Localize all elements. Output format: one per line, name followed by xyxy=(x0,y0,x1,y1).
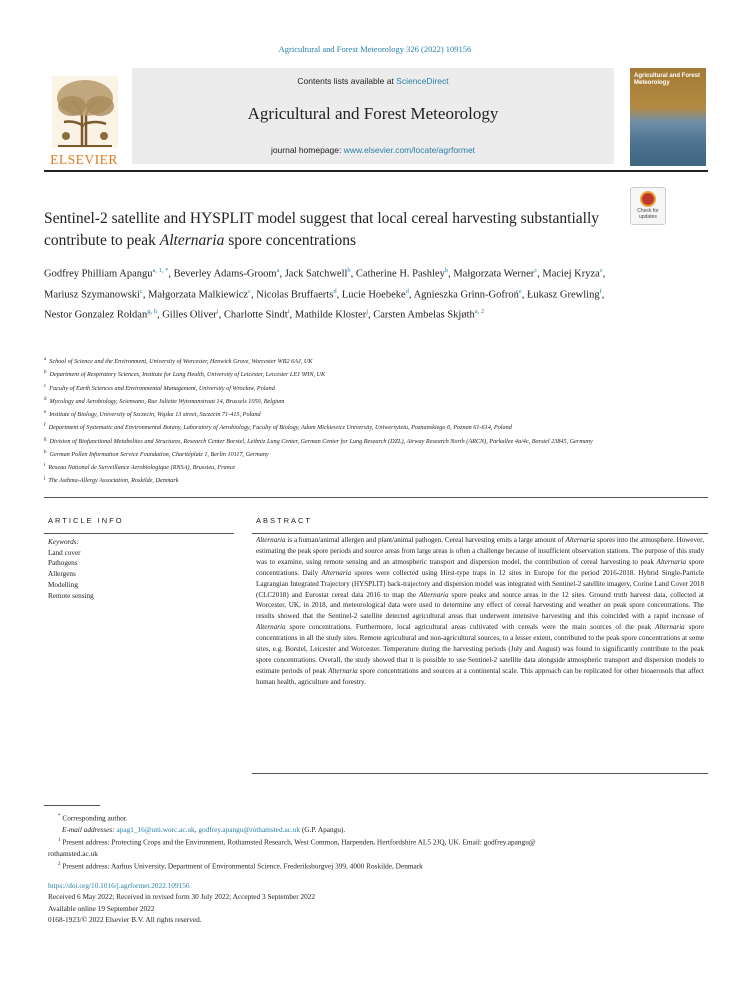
author-name[interactable]: Maciej Kryza xyxy=(542,268,600,280)
elsevier-tree-icon xyxy=(52,76,118,148)
journal-banner xyxy=(132,68,614,164)
affiliation-item xyxy=(44,434,708,447)
affiliation-key: f xyxy=(44,423,46,429)
article-info-rule xyxy=(44,533,234,534)
author-name[interactable]: Catherine H. Pashley xyxy=(355,268,445,280)
author-name[interactable]: Charlotte Sindt xyxy=(223,309,288,321)
affiliation-item xyxy=(44,447,708,460)
check-updates-label: Check for updates xyxy=(637,208,659,220)
article-info-heading: ARTICLE INFO xyxy=(48,516,124,525)
email-separator: , xyxy=(194,824,199,834)
author-name[interactable]: Mathilde Kloster xyxy=(294,309,367,321)
abstract-segment: spore concentrations. Furthermore, local agricultural areas cultivated with cereals were the main sources of the peak xyxy=(285,623,656,632)
corresponding-text: Corresponding author. xyxy=(62,813,128,823)
footnote-marker-1: 1 xyxy=(58,838,61,844)
author-affiliation-marker[interactable]: e xyxy=(518,287,522,295)
abstract-italic-term: Alternaria xyxy=(321,568,352,577)
abstract-segment: spores into the atmosphere. However, estimating the peak spore periods and source areas from large areas is often a challenge because of insufficient observation stations. The purpose of this study was to examine, using remote sensing and an atmospheric transport and dispersion model, the contribution of cereal harvesting to peak xyxy=(256,536,705,566)
affiliation-item xyxy=(44,460,708,473)
elsevier-logo[interactable] xyxy=(44,76,124,166)
elsevier-wordmark: ELSEVIER xyxy=(50,152,118,167)
available-online: Available online 19 September 2022 xyxy=(48,903,155,913)
abstract-segment: is a human/animal allergen and plant/animal pathogen. Cereal harvesting emits a large amount of xyxy=(285,536,566,544)
author-name[interactable]: Małgorzata Werner xyxy=(453,268,535,280)
author-affiliation-marker[interactable]: g, h xyxy=(147,308,157,315)
abstract-segment: spore concentrations. Daily xyxy=(256,557,704,577)
author-name[interactable]: Agnieszka Grinn-Gofroń xyxy=(413,289,519,300)
keywords-label: Keywords: xyxy=(48,538,79,546)
author-affiliation-marker[interactable]: d xyxy=(405,287,409,295)
doi-link[interactable]: https://doi.org/10.1016/j.agrformet.2022.109156 xyxy=(48,881,190,890)
journal-title[interactable]: Agricultural and Forest Meteorology xyxy=(247,104,499,123)
footnote-corresponding xyxy=(48,811,708,824)
author-affiliation-marker[interactable]: i xyxy=(287,308,290,315)
affiliation-item xyxy=(44,407,708,420)
author-affiliation-marker[interactable]: a, 2 xyxy=(474,308,485,315)
sciencedirect-link[interactable]: ScienceDirect xyxy=(396,76,449,86)
affiliation-key: a xyxy=(44,357,47,362)
affiliation-list xyxy=(44,354,708,487)
author-affiliation-marker[interactable]: b xyxy=(347,267,351,274)
contents-line xyxy=(132,76,614,86)
cover-title: Agricultural and Forest Meteorology xyxy=(634,73,701,86)
affiliation-text: Faculty of Earth Sciences and Environmental Management, University of Wrocław, Poland xyxy=(49,384,275,392)
author-name[interactable]: Gilles Oliver xyxy=(162,309,217,321)
footnote-present-1-cont: rothamsted.ac.uk xyxy=(48,849,98,859)
homepage-link[interactable]: www.elsevier.com/locate/agrformet xyxy=(343,145,476,155)
check-for-updates-button[interactable] xyxy=(630,187,666,225)
affiliation-text: Department of Systematic and Environmental Botany, Laboratory of Aerobiology, Faculty of Biology, Adam Mickiewicz University, Uniwersytetu, Poznanskiego 6, Poznan 61-614, Poland xyxy=(48,424,512,432)
author-affiliation-marker[interactable]: a xyxy=(276,267,280,274)
author-name[interactable]: Nestor Gonzalez Roldan xyxy=(44,309,148,321)
author-affiliation-marker[interactable]: c xyxy=(139,287,143,295)
masthead xyxy=(44,68,708,167)
affiliation-item xyxy=(44,354,708,367)
keyword-item: Remote sensing xyxy=(48,591,94,600)
footnote-rule xyxy=(44,805,100,806)
affiliation-item xyxy=(44,473,708,486)
homepage-line xyxy=(132,145,614,155)
affiliation-text: School of Science and the Environment, University of Worcester, Henwick Grove, Worcester WR2 6AJ, UK xyxy=(49,358,313,366)
affiliation-item xyxy=(44,367,708,380)
homepage-prefix: journal homepage: xyxy=(270,145,344,155)
keywords-block xyxy=(48,537,94,601)
present-address-2: Present address: Aarhus University, Department of Environmental Science, Frederiksborgvej 399, 4000 Roskilde, Denmark xyxy=(62,861,423,871)
check-updates-icon xyxy=(640,191,656,207)
publication-info xyxy=(48,880,315,926)
abstract-italic-term: Alternaria xyxy=(655,623,685,632)
affiliation-key: h xyxy=(44,449,47,455)
abstract-italic-term: Alternaria xyxy=(256,623,286,632)
title-part2: spore concentrations xyxy=(224,232,357,249)
contents-prefix: Contents lists available at xyxy=(297,76,397,86)
header-divider xyxy=(44,170,708,172)
abstract-italic-term: Alternaria xyxy=(565,536,596,544)
keyword-item: Land cover xyxy=(48,548,81,557)
email-link-2[interactable]: godfrey.apangu@rothamsted.ac.uk xyxy=(198,824,301,834)
footnotes xyxy=(48,811,708,872)
affiliation-key: i xyxy=(44,463,46,469)
abstract-heading: ABSTRACT xyxy=(256,516,313,525)
abstract-end-rule xyxy=(252,773,708,774)
author-name[interactable]: Mariusz Szymanowski xyxy=(44,289,140,300)
author-name[interactable]: Godfrey Philliam Apangu xyxy=(44,268,153,280)
author-name[interactable]: Lucie Hoebeke xyxy=(341,289,406,300)
article-title xyxy=(44,208,614,252)
author-name[interactable]: Carsten Ambelas Skjøth xyxy=(373,309,475,321)
affiliation-text: German Pollen Information Service Foundation, Charitéplatz 1, Berlin 10117, Germany xyxy=(49,450,269,458)
journal-cover-image[interactable] xyxy=(630,68,706,166)
affiliation-key: b xyxy=(44,370,47,376)
copyright-line: 0168-1923/© 2022 Elsevier B.V. All rights reserved. xyxy=(48,915,202,925)
affiliation-text: Mycology and Aerobiology, Sciensano, Rue Juliette Wytsmanstraat 14, Brussels 1050, Belgium xyxy=(49,397,285,405)
author-affiliation-marker[interactable]: f xyxy=(599,287,602,295)
author-affiliation-marker[interactable]: b xyxy=(444,267,449,274)
keyword-item: Pathogens xyxy=(48,559,78,568)
author-name[interactable]: Jack Satchwell xyxy=(284,268,348,280)
keyword-item: Modelling xyxy=(48,580,78,589)
abstract-italic-term: Alternaria xyxy=(656,557,687,566)
present-address-1: Present address: Protecting Crops and the Environment, Rothamsted Research, West Common, Harpenden, Hertfordshire AL5 2JQ, UK. Email: godfrey.apangu@ xyxy=(62,837,536,847)
abstract-segment: spore concentrations in all the study sites. Remote agricultural and non-agricultural sources, to a lesser extent, contributed to the peak spore concentrations at some sites, e.g. Borstel, Leicester and Worcester. Temperature during the harvesting periods (July and August) was found to significantly contribute to the peak spore concentrations. Overall, the study showed that it is possible to use Sentinel-2 satellite data alongside atmospheric transport and dispersion models to estimate periods of peak xyxy=(256,623,705,675)
affiliation-key: c xyxy=(44,383,47,389)
affiliation-text: The Asthma-Allergy Association, Roskilde, Denmark xyxy=(48,477,179,485)
affiliation-text: Institute of Biology, University of Szczecin, Wąska 13 street, Szczecin 71-415, Poland xyxy=(49,411,261,419)
footnote-present-1 xyxy=(48,835,708,848)
abstract-segment: spore concentrations and sources at a continental scale. This approach can be replicated for other bioaerosols that affect human health, agriculture and forestry. xyxy=(256,666,704,686)
author-name[interactable]: Małgorzata Malkiewicz xyxy=(148,289,249,300)
affiliation-key: d xyxy=(44,396,47,402)
affiliation-key: j xyxy=(44,476,46,482)
author-name[interactable]: Beverley Adams-Groom xyxy=(173,268,277,280)
journal-reference[interactable]: Agricultural and Forest Meteorology 326 (2022) 109156 xyxy=(278,44,472,54)
abstract-italic-term: Alternaria xyxy=(328,666,358,675)
footnote-marker-2: 2 xyxy=(58,862,61,868)
abstract-text xyxy=(256,535,704,688)
author-affiliation-marker[interactable]: j xyxy=(366,308,369,315)
author-name[interactable]: Nicolas Bruffaerts xyxy=(256,289,334,300)
footnote-present-2 xyxy=(48,859,708,872)
affiliation-item xyxy=(44,381,708,394)
asterisk-marker: * xyxy=(58,814,61,819)
received-dates: Received 6 May 2022; Received in revised form 30 July 2022; Accepted 3 September 2022 xyxy=(48,892,316,902)
affiliation-text: Reseau National de Surveillance Aerobiologique (RNSA), Brussieu, France xyxy=(48,464,236,472)
title-part1: Sentinel-2 satellite and HYSPLIT model suggest that local cereal harvesting substantially contribute to peak xyxy=(44,210,600,249)
email-label: E-mail addresses: xyxy=(62,824,115,834)
abstract-rule xyxy=(252,533,708,534)
abstract-italic-term: Alternaria xyxy=(418,590,449,599)
email-link-1[interactable]: apag1_16@uni.worc.ac.uk xyxy=(116,824,195,834)
title-italic: Alternaria xyxy=(159,232,225,249)
affiliation-text: Department of Respiratory Sciences, Institute for Lung Health, University of Leicester, Leicester LE1 9HN, UK xyxy=(49,371,326,379)
author-affiliation-marker[interactable]: i xyxy=(216,308,219,315)
author-affiliation-marker[interactable]: a, 1, * xyxy=(152,267,169,274)
affiliation-key: g xyxy=(44,436,47,442)
author-affiliation-marker[interactable]: d xyxy=(333,287,337,295)
author-list: Godfrey Philliam Apangu$^{a, 1, *}$, Beverley Adams-Groom$^a$, Jack Satchwell$^b$, Catherine H. Pashley$^b$, Małgorzata Werner$^c$, Maciej Kryza$^c$, Mariusz Szymanowski$^c$, Małgorzata Malkiewicz$^c$, Nicolas Bruffaerts$^d$, Lucie Hoebeke$^d$, Agnieszka Grinn-Gofroń$^e$, Łukasz Grewling$^f$, Nestor Gonzalez Roldan$^{g, h}$, Gilles Oliver$^i$, Charlotte Sindt$^i$, Mathilde Kloster$^j$, Carsten Ambelas Skjøth$^{a, 2}$ xyxy=(44,267,606,321)
author-affiliation-marker[interactable]: c xyxy=(248,287,251,295)
author-name[interactable]: Łukasz Grewling xyxy=(526,289,600,300)
affiliation-text: Division of Biofunctional Metabolites and Structures, Research Center Borstel, Leibniz Lung Center, German Center for Lung Research (DZL), Airway Research North (ARCN), Parkallee 4a/4c, Borstel 23845, Germany xyxy=(49,437,593,445)
author-affiliation-marker[interactable]: c xyxy=(599,267,603,274)
affiliation-item xyxy=(44,394,708,407)
affiliation-key: e xyxy=(44,410,47,416)
keyword-item: Allergens xyxy=(48,570,76,579)
abstract-segment: spore peaks and source areas in the 12 sites. Ground truth harvest data, collected at Worcester, UK, in 2018, and meteorological data were used to determine any effect of cereal harvesting and weather on peak spore concentrations. The results showed that the Sentinel-2 satellite detected agricultural areas that underwent intensive harvesting and this coincided with a rapid increase of xyxy=(256,590,705,621)
footnote-emails xyxy=(48,824,708,835)
email-suffix: (G.P. Apangu). xyxy=(300,824,346,834)
abstract-segment: spores were collected using Hirst-type traps in 12 sites in Europe for the period 2016-2018. Hybrid Single-Particle Lagrangian Integrated Trajectory (HYSPLIT) back-trajectory and dispersion model was integrated with Sentinel-2 satellite imagery, Corine Land Cover 2018 (CLC2018) and Eurostat cereal data 2016 to map the xyxy=(256,568,704,599)
section-divider xyxy=(44,497,708,498)
author-affiliation-marker[interactable]: c xyxy=(534,267,538,274)
affiliation-item xyxy=(44,420,708,433)
abstract-italic-term: Alternaria xyxy=(256,536,286,544)
